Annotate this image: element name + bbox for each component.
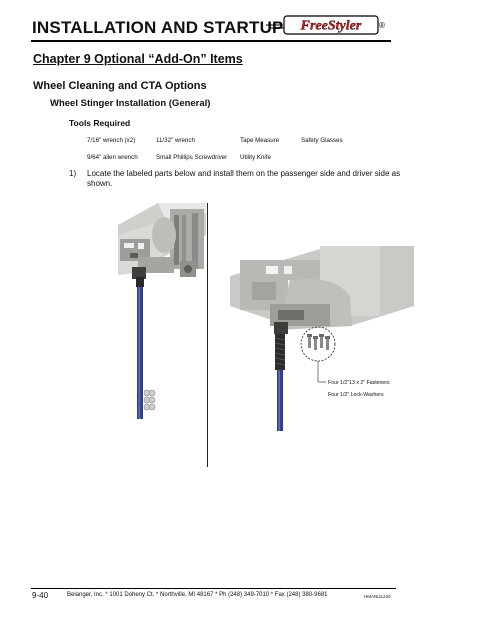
footer-page-number: 9-40: [32, 591, 49, 600]
tool-item: Tape Measure: [240, 137, 280, 144]
photo-divider: [207, 203, 208, 467]
tool-item: Small Phillips Screwdriver: [156, 154, 228, 161]
logo-wordmark: FreeStyler: [300, 18, 362, 34]
page-header-title: INSTALLATION AND STARTUP: [32, 18, 284, 37]
tool-item: 7/16" wrench (x2): [87, 137, 136, 144]
tool-item: 9/64" allen wrench: [87, 154, 138, 161]
footer-doc-code: HMANUL220: [364, 594, 391, 599]
step-number: 1): [69, 169, 77, 178]
stinger-overview-photo: [118, 195, 206, 425]
footer-address: Belanger, Inc. * 1001 Doheny Ct. * Northville, MI 48167 * Ph (248) 349-7010 * Fax (248) 380-9681: [67, 592, 328, 598]
callout-lock-washers: Four 1/2" Lock-Washers: [328, 392, 384, 398]
tool-item: Utility Knife: [240, 154, 271, 161]
header-rule: [31, 40, 391, 42]
step-text: Locate the labeled parts below and install them on the passenger side and driver side as shown.: [87, 169, 401, 188]
subsection-title: Wheel Stinger Installation (General): [50, 98, 211, 109]
section-title: Wheel Cleaning and CTA Options: [33, 80, 207, 92]
tool-item: Safety Glasses: [301, 137, 343, 144]
stinger-mount-closeup-photo: [230, 246, 414, 431]
chapter-title: Chapter 9 Optional “Add-On” Items: [33, 52, 243, 66]
freestyler-logo: [266, 14, 392, 36]
callout-fasteners: Four 1/2"13 x 2" Fasteners: [328, 380, 390, 386]
tool-item: 11/32" wrench: [156, 137, 195, 144]
logo-registered-mark: ®: [379, 21, 385, 30]
tools-heading: Tools Required: [69, 118, 131, 128]
footer-rule: [31, 588, 396, 589]
